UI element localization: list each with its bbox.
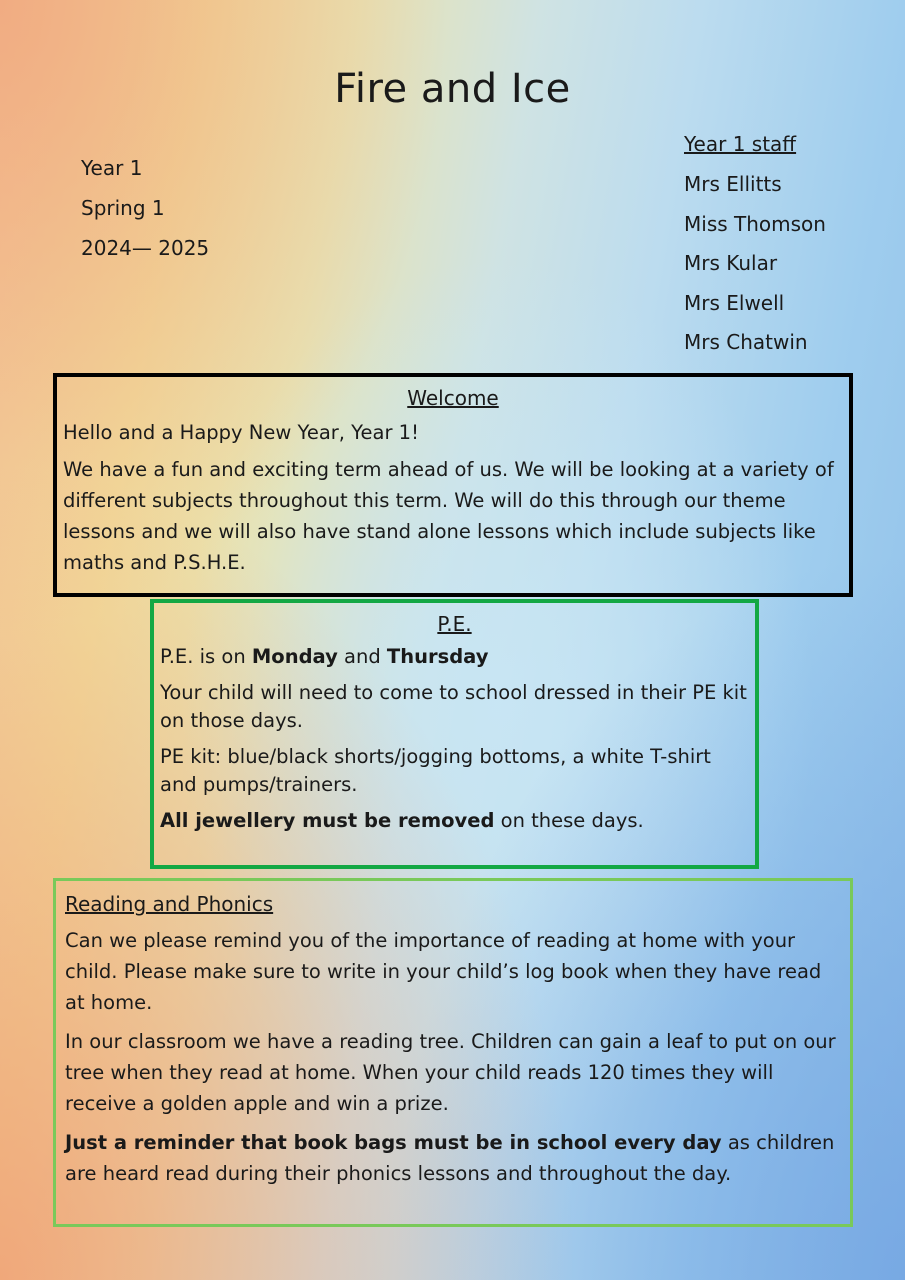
pe-section bbox=[150, 599, 759, 869]
pe-heading: P.E. bbox=[437, 612, 472, 636]
reading-heading: Reading and Phonics bbox=[65, 892, 274, 916]
pe-kit-list: PE kit: blue/black shorts/jogging bottoms, a white T-shirt and pumps/trainers. bbox=[160, 745, 711, 796]
pe-days-prefix: P.E. is on bbox=[160, 645, 252, 668]
welcome-section bbox=[53, 373, 853, 597]
page-title: Fire and Ice bbox=[334, 66, 571, 112]
pe-day-monday: Monday bbox=[251, 645, 338, 668]
staff-name: Mrs Elwell bbox=[684, 290, 785, 315]
welcome-body: We have a fun and exciting term ahead of us. We will be looking at a variety of different subjects throughout this term. We will do this through our theme lessons and we will also have stand alone lessons which include subjects like maths and P.S.H.E. bbox=[63, 458, 834, 574]
reading-para-3 bbox=[65, 1127, 844, 1189]
welcome-heading: Welcome bbox=[407, 386, 499, 410]
pe-jewellery-rest: on these days. bbox=[494, 809, 644, 832]
reading-reminder-rest: as children are heard read during their phonics lessons and throughout the day. bbox=[65, 1131, 835, 1185]
reading-reminder-bold: Just a reminder that book bags must be in school every day bbox=[65, 1131, 722, 1154]
reading-para-2: In our classroom we have a reading tree. Children can gain a leaf to put on our tree when they read at home. When your child reads 120 times they will receive a golden apple and win a prize. bbox=[65, 1030, 836, 1115]
year-label: Year 1 bbox=[81, 156, 143, 180]
reading-section bbox=[53, 878, 853, 1227]
staff-name: Mrs Ellitts bbox=[684, 172, 782, 196]
academic-year: 2024— 2025 bbox=[81, 236, 210, 260]
staff-name: Mrs Chatwin bbox=[684, 330, 808, 355]
reading-para-1: Can we please remind you of the importance of reading at home with your child. Please make sure to write in your child’s log book when they have read at home. bbox=[65, 929, 822, 1014]
pe-jewellery-bold: All jewellery must be removed bbox=[160, 809, 495, 832]
pe-days-and: and bbox=[337, 645, 387, 668]
term-label: Spring 1 bbox=[81, 196, 165, 220]
pe-jewellery-note bbox=[160, 807, 749, 835]
staff-name: Miss Thomson bbox=[684, 211, 826, 236]
year-info bbox=[81, 152, 209, 272]
welcome-greeting: Hello and a Happy New Year, Year 1! bbox=[63, 421, 419, 444]
pe-day-thursday: Thursday bbox=[386, 645, 489, 668]
staff-list bbox=[684, 128, 826, 366]
staff-heading: Year 1 staff bbox=[684, 132, 797, 156]
pe-dress-note: Your child will need to come to school dressed in their PE kit on those days. bbox=[160, 681, 747, 732]
pe-days bbox=[160, 643, 749, 671]
staff-name: Mrs Kular bbox=[684, 251, 778, 276]
